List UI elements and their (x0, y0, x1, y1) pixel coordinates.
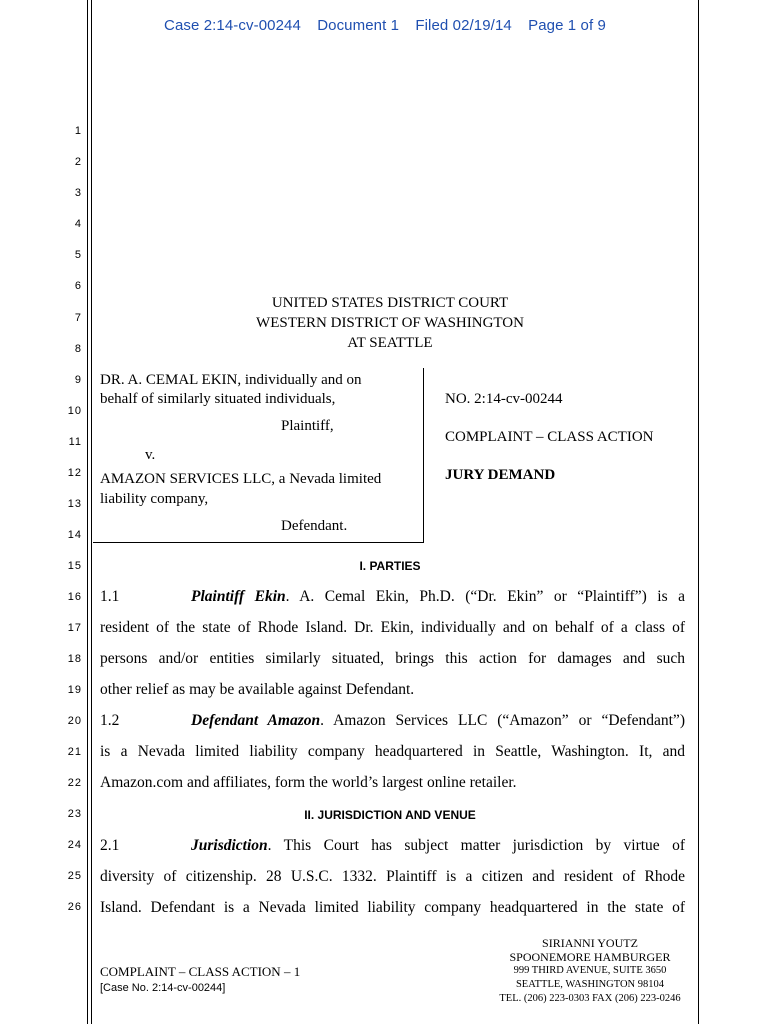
court-name: UNITED STATES DISTRICT COURT (271, 295, 509, 311)
paragraph-line: is a Nevada limited liability company headquartered in Seattle, Washington. It, and (100, 743, 685, 760)
line-number: 6 (74, 280, 82, 292)
line-number: 10 (67, 405, 82, 417)
paragraph-text: . Amazon Services LLC (“Amazon” or “Defendant”) (320, 712, 685, 729)
ecf-document: Document 1 (317, 17, 400, 34)
left-margin-rule-inner (91, 0, 92, 1024)
footer-case-number: [Case No. 2:14-cv-00244] (100, 982, 226, 994)
paragraph-line: persons and/or entities similarly situated, brings this action for damages and such (100, 650, 685, 667)
line-number: 9 (74, 374, 82, 386)
line-number: 21 (67, 746, 82, 758)
defendant-label: Defendant. (281, 518, 348, 534)
firm-name: SIRIANNI YOUTZ (542, 936, 638, 950)
line-number: 17 (67, 622, 82, 634)
paragraph-title: Plaintiff Ekin (191, 588, 286, 605)
line-number: 16 (67, 591, 82, 603)
paragraph-number: 2.1 (100, 837, 120, 854)
paragraph-title: Defendant Amazon (191, 712, 321, 729)
court-district: WESTERN DISTRICT OF WASHINGTON (256, 315, 524, 331)
line-number: 23 (67, 808, 82, 820)
line-number: 4 (74, 218, 82, 230)
plaintiff-label: Plaintiff, (281, 418, 334, 434)
footer (100, 964, 300, 994)
line-number: 25 (67, 870, 82, 882)
paragraph-line (100, 588, 685, 606)
left-margin-rule (87, 0, 88, 1024)
ecf-filed: Filed 02/19/14 (415, 17, 512, 34)
firm-block (490, 936, 690, 1006)
line-number: 26 (67, 901, 82, 913)
paragraph-line (100, 712, 685, 730)
line-number: 5 (74, 249, 82, 261)
paragraph-number: 1.1 (100, 588, 120, 605)
plaintiff-name: DR. A. CEMAL EKIN, individually and on (100, 372, 362, 388)
jury-demand: JURY DEMAND (445, 467, 556, 483)
line-number: 8 (74, 343, 82, 355)
line-number: 12 (67, 467, 82, 479)
paragraph-line: resident of the state of Rhode Island. Dr. Ekin, individually and on behalf of a class of (100, 619, 685, 636)
line-number: 22 (67, 777, 82, 789)
section-heading-jurisdiction: II. JURISDICTION AND VENUE (304, 808, 476, 822)
line-number: 11 (68, 436, 82, 448)
paragraph-line: diversity of citizenship. 28 U.S.C. 1332. Plaintiff is a citizen and resident of Rhode (100, 868, 685, 885)
paragraph-line: Amazon.com and affiliates, form the world’s largest online retailer. (100, 774, 517, 791)
paragraph-title: Jurisdiction (191, 837, 268, 854)
document-type: COMPLAINT – CLASS ACTION (445, 429, 654, 445)
ecf-page: Page 1 of 9 (528, 17, 606, 34)
paragraph-line (100, 837, 685, 855)
footer-title: COMPLAINT – CLASS ACTION – 1 (100, 964, 301, 979)
paragraph-number: 1.2 (100, 712, 120, 729)
plaintiff-description: behalf of similarly situated individuals, (100, 391, 336, 407)
line-number: 20 (67, 715, 82, 727)
line-number: 15 (67, 560, 82, 572)
line-number: 14 (67, 529, 82, 541)
versus: v. (145, 447, 156, 463)
line-number: 7 (74, 312, 82, 324)
firm-phone: TEL. (206) 223-0303 FAX (206) 223-0246 (499, 993, 681, 1004)
case-number: NO. 2:14-cv-00244 (445, 391, 563, 407)
line-number: 2 (74, 156, 82, 168)
right-margin-rule (698, 0, 699, 1024)
paragraph-line: Island. Defendant is a Nevada limited liability company headquartered in the state of (100, 899, 685, 916)
paragraph-text: . This Court has subject matter jurisdiction by virtue of (267, 837, 685, 854)
line-number: 18 (67, 653, 82, 665)
paragraph-text: . A. Cemal Ekin, Ph.D. (“Dr. Ekin” or “Plaintiff”) is a (285, 588, 686, 605)
line-number: 1 (74, 125, 82, 137)
line-number: 24 (67, 839, 82, 851)
firm-city: SEATTLE, WASHINGTON 98104 (515, 979, 665, 990)
ecf-header (0, 17, 770, 34)
line-number: 13 (67, 498, 82, 510)
firm-name-2: SPOONEMORE HAMBURGER (509, 950, 671, 964)
firm-address: 999 THIRD AVENUE, SUITE 3650 (513, 965, 667, 976)
court-location: AT SEATTLE (347, 335, 433, 351)
section-heading-parties: I. PARTIES (359, 559, 421, 573)
defendant-name: AMAZON SERVICES LLC, a Nevada limited (100, 471, 382, 487)
defendant-description: liability company, (100, 491, 209, 507)
paragraph-line: other relief as may be available against Defendant. (100, 681, 415, 698)
ecf-case: Case 2:14-cv-00244 (164, 17, 301, 34)
line-number: 3 (74, 187, 82, 199)
line-number: 19 (67, 684, 82, 696)
